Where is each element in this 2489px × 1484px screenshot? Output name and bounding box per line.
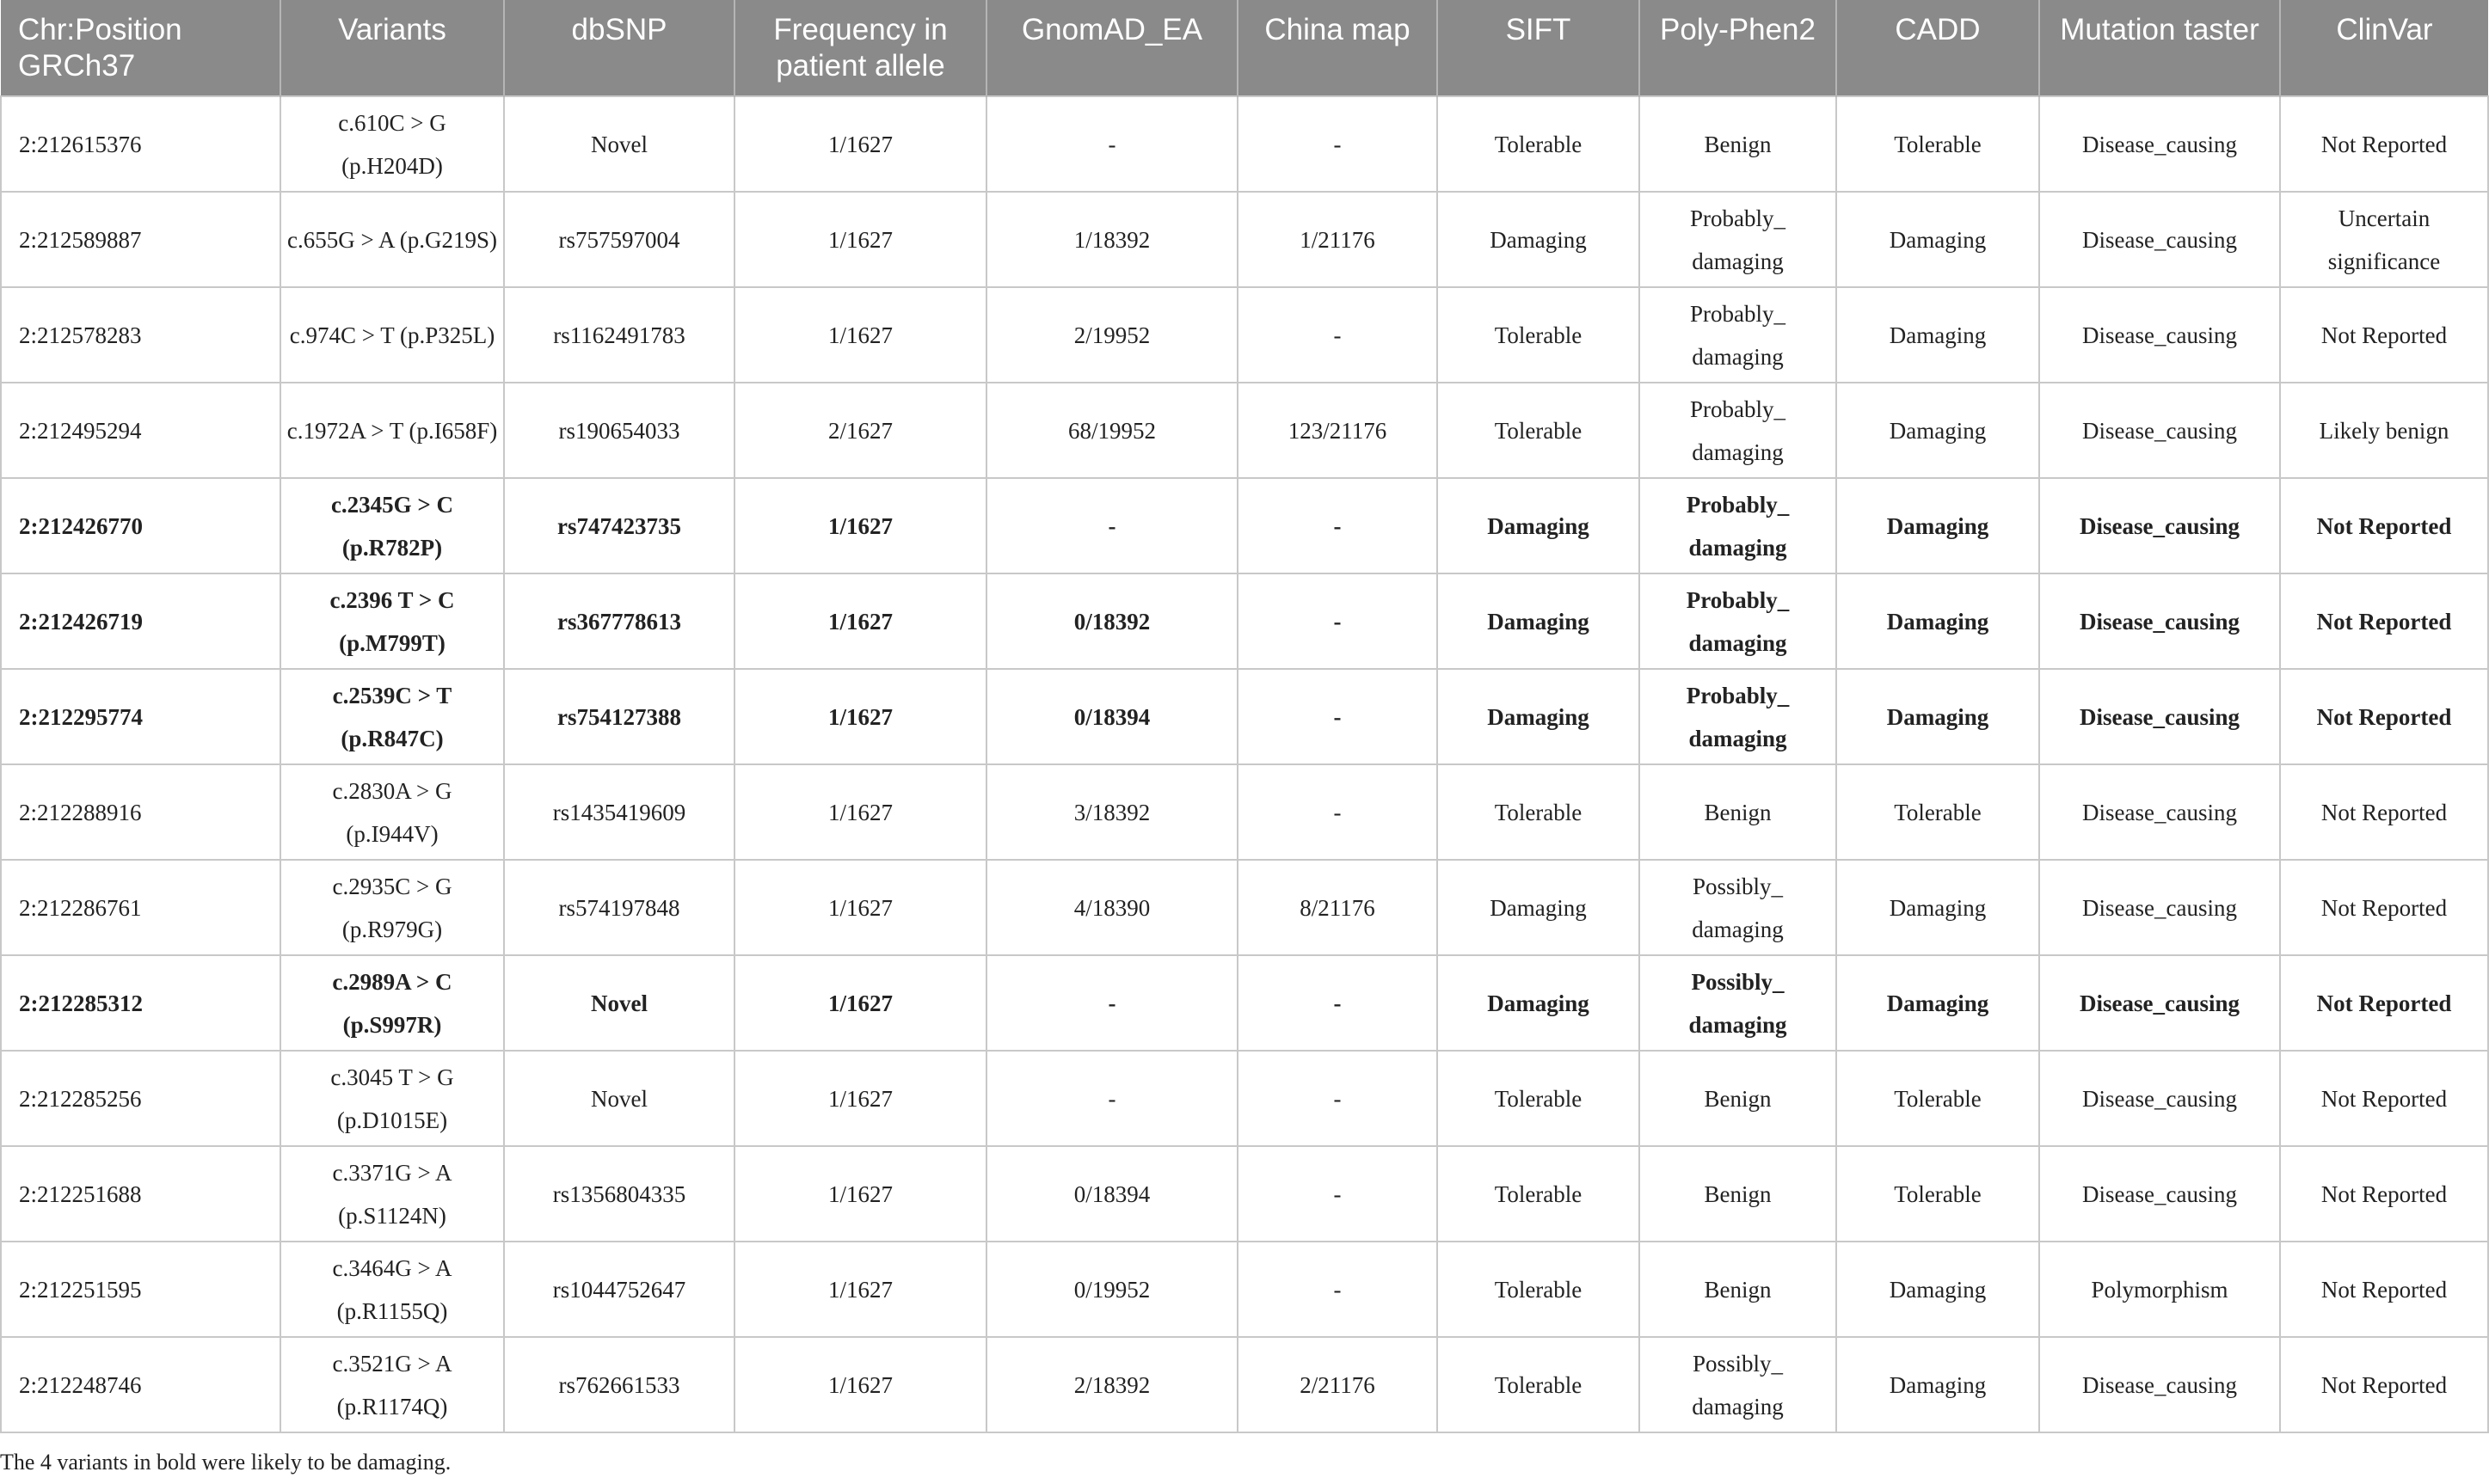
table-cell: 1/1627	[734, 96, 986, 192]
column-header: Chr:Position GRCh37	[1, 0, 280, 96]
table-cell: Damaging	[1836, 1337, 2039, 1432]
table-cell: Damaging	[1437, 669, 1639, 764]
table-cell: Probably_ damaging	[1639, 669, 1836, 764]
table-cell: Damaging	[1836, 478, 2039, 573]
table-cell: 2:212295774	[1, 669, 280, 764]
table-cell: Disease_causing	[2039, 1146, 2280, 1242]
table-cell: 2/19952	[986, 287, 1238, 383]
table-cell: 1/1627	[734, 860, 986, 955]
table-cell: Disease_causing	[2039, 955, 2280, 1051]
table-cell: 2:212251595	[1, 1242, 280, 1337]
table-cell: 2:212285256	[1, 1051, 280, 1146]
table-cell: Disease_causing	[2039, 478, 2280, 573]
column-header: dbSNP	[504, 0, 734, 96]
table-cell: c.3371G > A (p.S1124N)	[280, 1146, 504, 1242]
column-header: Poly-Phen2	[1639, 0, 1836, 96]
table-cell: Disease_causing	[2039, 1337, 2280, 1432]
table-cell: Damaging	[1836, 669, 2039, 764]
table-cell: 2:212286761	[1, 860, 280, 955]
table-cell: Disease_causing	[2039, 383, 2280, 478]
table-cell: Tolerable	[1836, 764, 2039, 860]
table-cell: -	[1238, 1051, 1437, 1146]
table-cell: 4/18390	[986, 860, 1238, 955]
table-cell: Novel	[504, 96, 734, 192]
table-cell: Not Reported	[2280, 1337, 2488, 1432]
table-cell: rs754127388	[504, 669, 734, 764]
table-cell: 0/19952	[986, 1242, 1238, 1337]
table-cell: Damaging	[1836, 955, 2039, 1051]
table-row	[1, 1242, 2488, 1337]
table-cell: Not Reported	[2280, 669, 2488, 764]
table-row	[1, 1337, 2488, 1432]
table-cell: 123/21176	[1238, 383, 1437, 478]
column-header: SIFT	[1437, 0, 1639, 96]
table-cell: Tolerable	[1437, 1051, 1639, 1146]
table-cell: Damaging	[1437, 478, 1639, 573]
table-cell: Tolerable	[1437, 1242, 1639, 1337]
table-cell: Disease_causing	[2039, 1051, 2280, 1146]
table-cell: rs762661533	[504, 1337, 734, 1432]
table-cell: Disease_causing	[2039, 860, 2280, 955]
table-cell: Damaging	[1437, 860, 1639, 955]
table-cell: Not Reported	[2280, 860, 2488, 955]
table-row	[1, 573, 2488, 669]
table-cell: 68/19952	[986, 383, 1238, 478]
table-cell: Tolerable	[1437, 96, 1639, 192]
table-cell: -	[986, 955, 1238, 1051]
table-cell: Damaging	[1836, 1242, 2039, 1337]
table-cell: Damaging	[1836, 192, 2039, 287]
table-cell: Benign	[1639, 1242, 1836, 1337]
table-cell: Damaging	[1836, 287, 2039, 383]
table-row	[1, 955, 2488, 1051]
table-cell: c.2935C > G (p.R979G)	[280, 860, 504, 955]
table-cell: Uncertain significance	[2280, 192, 2488, 287]
table-cell: 8/21176	[1238, 860, 1437, 955]
table-cell: Disease_causing	[2039, 96, 2280, 192]
table-cell: 1/18392	[986, 192, 1238, 287]
column-header: ClinVar	[2280, 0, 2488, 96]
table-cell: 0/18394	[986, 1146, 1238, 1242]
table-cell: c.974C > T (p.P325L)	[280, 287, 504, 383]
table-cell: rs574197848	[504, 860, 734, 955]
table-row	[1, 96, 2488, 192]
table-cell: Tolerable	[1836, 1146, 2039, 1242]
table-cell: Novel	[504, 1051, 734, 1146]
table-cell: Damaging	[1437, 573, 1639, 669]
table-cell: 2/18392	[986, 1337, 1238, 1432]
table-cell: Not Reported	[2280, 573, 2488, 669]
table-row	[1, 669, 2488, 764]
table-cell: Tolerable	[1437, 764, 1639, 860]
table-cell: rs190654033	[504, 383, 734, 478]
table-cell: rs367778613	[504, 573, 734, 669]
table-cell: Damaging	[1437, 955, 1639, 1051]
table-cell: 1/1627	[734, 669, 986, 764]
table-cell: 0/18394	[986, 669, 1238, 764]
table-row	[1, 1051, 2488, 1146]
column-header: CADD	[1836, 0, 2039, 96]
table-cell: Damaging	[1836, 573, 2039, 669]
table-cell: c.3045 T > G (p.D1015E)	[280, 1051, 504, 1146]
table-cell: 2:212288916	[1, 764, 280, 860]
table-cell: 1/1627	[734, 1051, 986, 1146]
table-cell: Disease_causing	[2039, 573, 2280, 669]
table-cell: Tolerable	[1437, 287, 1639, 383]
table-row	[1, 287, 2488, 383]
table-cell: rs1162491783	[504, 287, 734, 383]
table-cell: Disease_causing	[2039, 287, 2280, 383]
table-cell: 2/21176	[1238, 1337, 1437, 1432]
table-cell: rs757597004	[504, 192, 734, 287]
table-cell: Disease_causing	[2039, 192, 2280, 287]
table-cell: 2:212285312	[1, 955, 280, 1051]
table-cell: -	[1238, 955, 1437, 1051]
table-cell: c.2345G > C (p.R782P)	[280, 478, 504, 573]
table-cell: 1/21176	[1238, 192, 1437, 287]
table-body	[1, 96, 2488, 1432]
table-cell: rs1044752647	[504, 1242, 734, 1337]
table-cell: 3/18392	[986, 764, 1238, 860]
table-row	[1, 1146, 2488, 1242]
table-cell: Tolerable	[1836, 96, 2039, 192]
table-cell: 2:212426770	[1, 478, 280, 573]
table-cell: -	[1238, 573, 1437, 669]
table-cell: -	[986, 1051, 1238, 1146]
table-row	[1, 192, 2488, 287]
table-cell: Disease_causing	[2039, 764, 2280, 860]
table-cell: Probably_ damaging	[1639, 478, 1836, 573]
table-cell: 1/1627	[734, 1146, 986, 1242]
table-cell: Not Reported	[2280, 1242, 2488, 1337]
table-cell: Damaging	[1836, 860, 2039, 955]
table-cell: c.3464G > A (p.R1155Q)	[280, 1242, 504, 1337]
table-cell: c.2396 T > C (p.M799T)	[280, 573, 504, 669]
table-cell: Possibly_ damaging	[1639, 955, 1836, 1051]
table-cell: Probably_ damaging	[1639, 287, 1836, 383]
table-cell: Not Reported	[2280, 478, 2488, 573]
table-row	[1, 860, 2488, 955]
table-cell: Probably_ damaging	[1639, 192, 1836, 287]
table-cell: -	[1238, 764, 1437, 860]
table-cell: Tolerable	[1836, 1051, 2039, 1146]
table-cell: 0/18392	[986, 573, 1238, 669]
table-cell: c.3521G > A (p.R1174Q)	[280, 1337, 504, 1432]
table-cell: 1/1627	[734, 764, 986, 860]
table-cell: Not Reported	[2280, 1051, 2488, 1146]
table-cell: c.655G > A (p.G219S)	[280, 192, 504, 287]
table-cell: 1/1627	[734, 1337, 986, 1432]
table-cell: Likely benign	[2280, 383, 2488, 478]
table-cell: Tolerable	[1437, 1146, 1639, 1242]
table-cell: -	[1238, 1242, 1437, 1337]
table-cell: 1/1627	[734, 287, 986, 383]
table-cell: Tolerable	[1437, 383, 1639, 478]
table-cell: Not Reported	[2280, 764, 2488, 860]
table-cell: 2:212248746	[1, 1337, 280, 1432]
table-cell: c.2989A > C (p.S997R)	[280, 955, 504, 1051]
table-cell: -	[1238, 1146, 1437, 1242]
column-header: Variants	[280, 0, 504, 96]
table-cell: rs1435419609	[504, 764, 734, 860]
header-row	[1, 0, 2488, 96]
table-cell: Benign	[1639, 764, 1836, 860]
table-cell: -	[1238, 96, 1437, 192]
table-cell: Not Reported	[2280, 287, 2488, 383]
table-cell: Benign	[1639, 1146, 1836, 1242]
table-footnote: The 4 variants in bold were likely to be damaging.	[0, 1450, 452, 1475]
table-cell: 1/1627	[734, 955, 986, 1051]
table-cell: Novel	[504, 955, 734, 1051]
column-header: China map	[1238, 0, 1437, 96]
table-cell: Damaging	[1836, 383, 2039, 478]
table-row	[1, 383, 2488, 478]
table-cell: Damaging	[1437, 192, 1639, 287]
table-row	[1, 478, 2488, 573]
table-cell: 1/1627	[734, 573, 986, 669]
table-header	[1, 0, 2488, 96]
table-cell: Benign	[1639, 96, 1836, 192]
table-cell: -	[986, 96, 1238, 192]
table-cell: 2:212615376	[1, 96, 280, 192]
table-cell: Possibly_ damaging	[1639, 860, 1836, 955]
column-header: Frequency in patient allele	[734, 0, 986, 96]
table-cell: 2:212426719	[1, 573, 280, 669]
table-cell: 2/1627	[734, 383, 986, 478]
table-cell: Benign	[1639, 1051, 1836, 1146]
table-cell: rs747423735	[504, 478, 734, 573]
table-cell: -	[1238, 478, 1437, 573]
table-cell: 2:212251688	[1, 1146, 280, 1242]
table-cell: 2:212578283	[1, 287, 280, 383]
table-cell: Not Reported	[2280, 955, 2488, 1051]
table-cell: Tolerable	[1437, 1337, 1639, 1432]
table-cell: Probably_ damaging	[1639, 383, 1836, 478]
table-cell: Disease_causing	[2039, 669, 2280, 764]
table-cell: Probably_ damaging	[1639, 573, 1836, 669]
table-cell: c.2539C > T (p.R847C)	[280, 669, 504, 764]
table-cell: Not Reported	[2280, 1146, 2488, 1242]
column-header: Mutation taster	[2039, 0, 2280, 96]
table-cell: Polymorphism	[2039, 1242, 2280, 1337]
table-cell: c.1972A > T (p.I658F)	[280, 383, 504, 478]
table-cell: c.610C > G (p.H204D)	[280, 96, 504, 192]
table-cell: -	[986, 478, 1238, 573]
table-cell: -	[1238, 669, 1437, 764]
table-cell: 1/1627	[734, 192, 986, 287]
table-cell: Not Reported	[2280, 96, 2488, 192]
table-cell: Possibly_ damaging	[1639, 1337, 1836, 1432]
table-cell: 1/1627	[734, 1242, 986, 1337]
table-cell: rs1356804335	[504, 1146, 734, 1242]
table-cell: c.2830A > G (p.I944V)	[280, 764, 504, 860]
table-cell: 1/1627	[734, 478, 986, 573]
table-cell: 2:212589887	[1, 192, 280, 287]
table-row	[1, 764, 2488, 860]
table-cell: -	[1238, 287, 1437, 383]
table-cell: 2:212495294	[1, 383, 280, 478]
column-header: GnomAD_EA	[986, 0, 1238, 96]
